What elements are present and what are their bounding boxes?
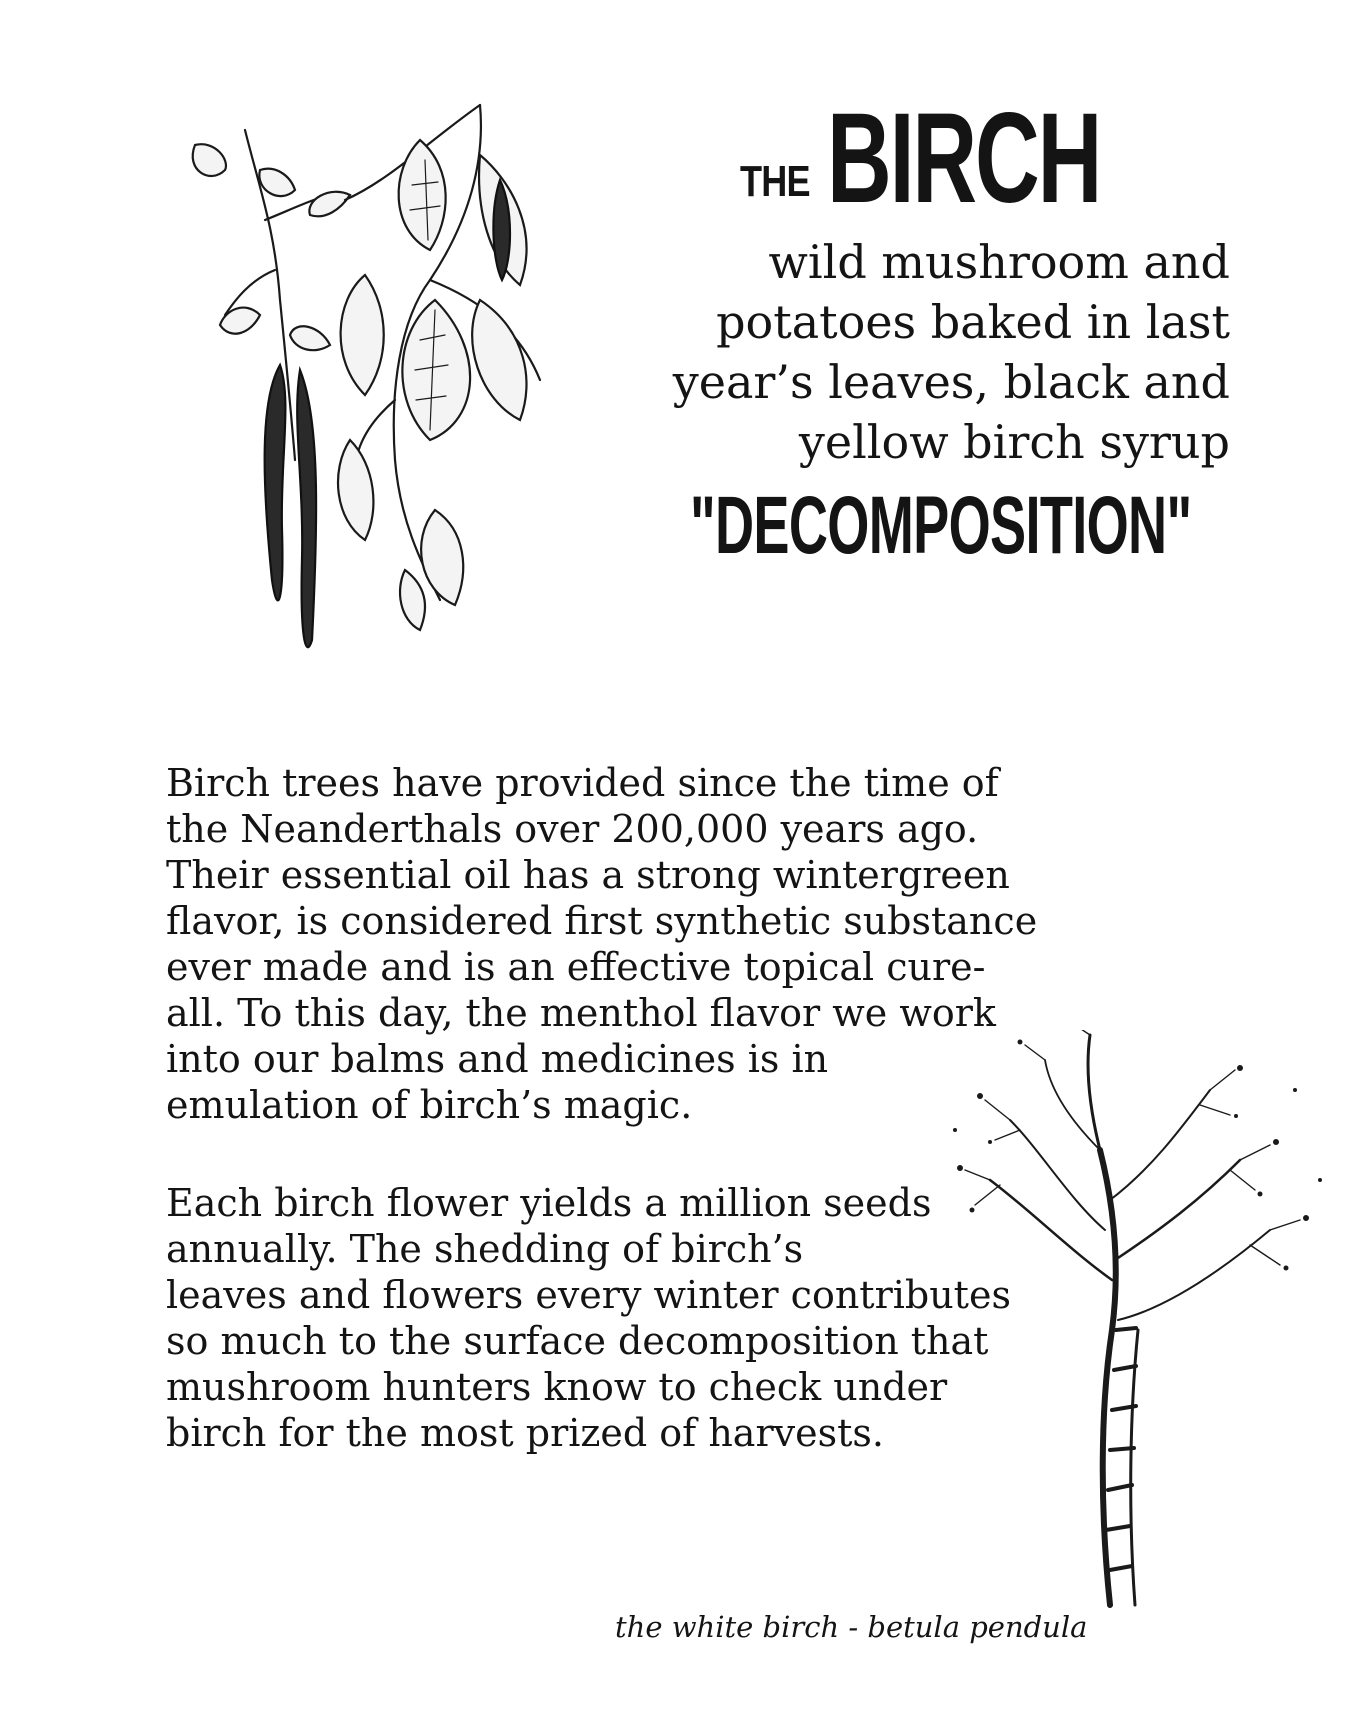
paragraph-line: mushroom hunters know to check under	[166, 1365, 948, 1409]
dish-line: yellow birch syrup	[798, 415, 1230, 469]
paragraph-line: Birch trees have provided since the time of	[166, 761, 999, 805]
paragraph-line: into our balms and medicines is in	[166, 1037, 829, 1081]
dish-line: wild mushroom and	[768, 235, 1230, 289]
paragraph-line: leaves and flowers every winter contributes	[166, 1273, 1011, 1317]
white-birch-tree-illustration	[950, 1030, 1330, 1610]
title-main: BIRCH	[827, 87, 1101, 230]
paragraph-line: Their essential oil has a strong wintergreen	[166, 853, 1010, 897]
paragraph-line: Each birch flower yields a million seeds	[166, 1181, 932, 1225]
paragraph-line: flavor, is considered first synthetic substance	[166, 899, 1038, 943]
dish-line: potatoes baked in last	[716, 295, 1230, 349]
page-title	[700, 87, 1220, 230]
dish-description	[590, 232, 1230, 472]
paragraph-line: so much to the surface decomposition that	[166, 1319, 989, 1363]
dish-name: "DECOMPOSITION"	[690, 480, 1192, 571]
paragraph-line: birch for the most prized of harvests.	[166, 1411, 884, 1455]
dish-line: year’s leaves, black and	[672, 355, 1230, 409]
paragraph-line: the Neanderthals over 200,000 years ago.	[166, 807, 979, 851]
birch-branch-illustration	[180, 100, 620, 660]
paragraph-line: annually. The shedding of birch’s	[166, 1227, 804, 1271]
title-prefix: THE	[740, 157, 810, 206]
paragraph-line: all. To this day, the menthol flavor we work	[166, 991, 996, 1035]
paragraph-line: emulation of birch’s magic.	[166, 1083, 693, 1127]
illustration-caption: the white birch - betula pendula	[615, 1610, 1088, 1644]
paragraph-line: ever made and is an effective topical cure-	[166, 945, 986, 989]
